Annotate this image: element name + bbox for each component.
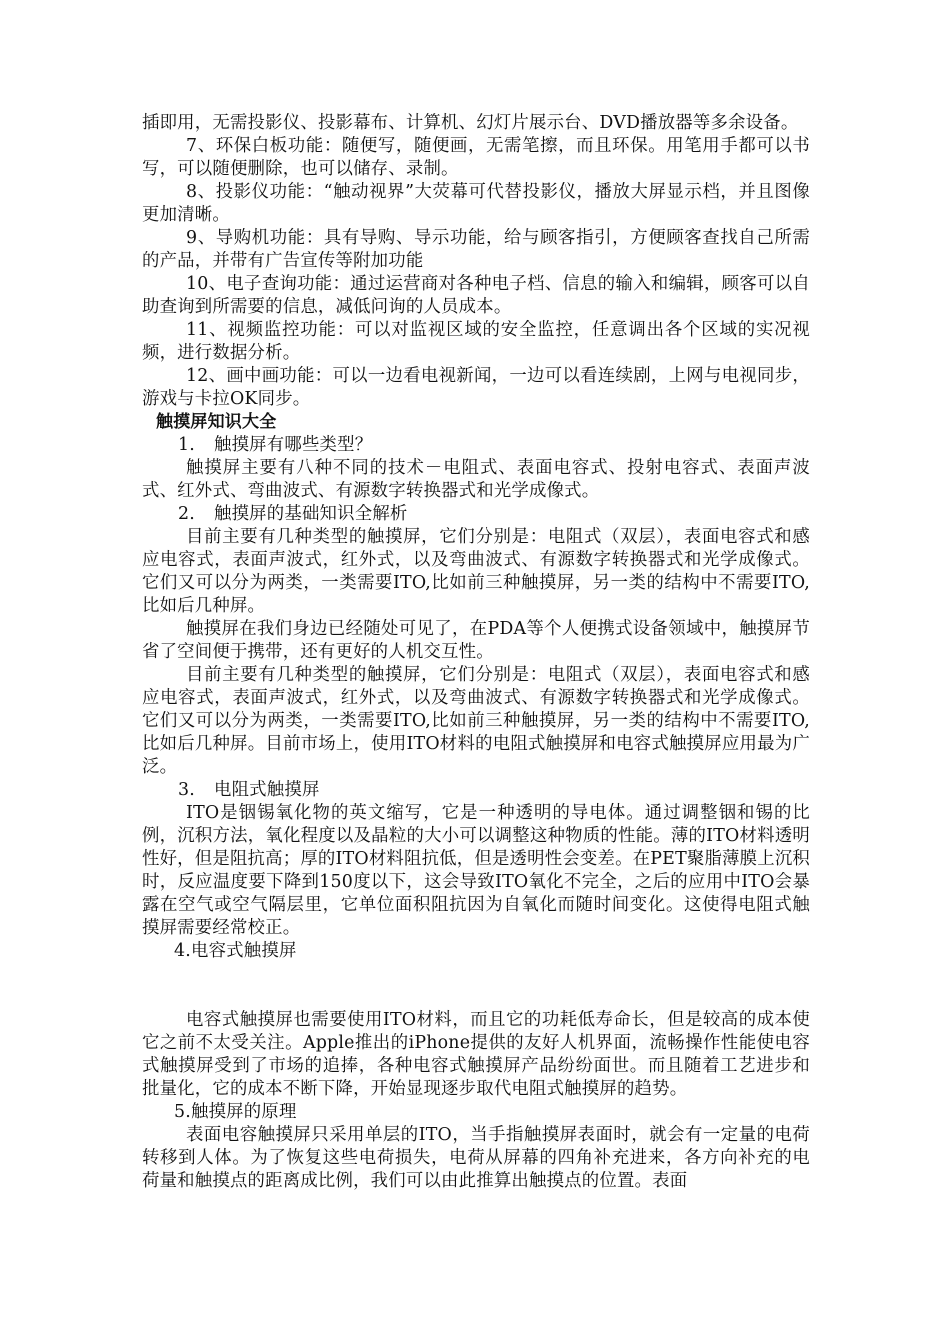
paragraph-item-12: 12、画中画功能：可以一边看电视新闻，一边可以看连续剧，上网与电视同步，游戏与卡拉OK同步。 xyxy=(142,366,810,409)
paragraph-item-11: 11、视频监控功能：可以对监视区域的安全监控，任意调出各个区域的实况视频，进行数据分析。 xyxy=(142,320,810,363)
item-2-body-1: 目前主要有几种类型的触摸屏，它们分别是：电阻式（双层），表面电容式和感应电容式，表面声波式，红外式，以及弯曲波式、有源数字转换器式和光学成像式。它们又可以分为两类，一类需要ITO,比如前三种触摸屏，另一类的结构中不需要ITO, 比如后几种屏。 xyxy=(142,527,810,616)
item-2-title: 触摸屏的基础知识全解析 xyxy=(214,504,408,524)
item-1-body: 触摸屏主要有八种不同的技术－电阻式、表面电容式、投射电容式、表面声波式、红外式、弯曲波式、有源数字转换器式和光学成像式。 xyxy=(142,458,810,501)
section-title: 触摸屏知识大全 xyxy=(156,412,277,432)
item-1-number: 1. xyxy=(178,435,195,455)
paragraph-item-9: 9、导购机功能：具有导购、导示功能，给与顾客指引，方便顾客查找自己所需的产品，并带有广告宣传等附加功能 xyxy=(142,228,810,271)
item-3-number: 3. xyxy=(178,780,195,800)
item-1-heading xyxy=(142,434,810,457)
item-5-body: 表面电容触摸屏只采用单层的ITO，当手指触摸屏表面时，就会有一定量的电荷转移到人体。为了恢复这些电荷损失，电荷从屏幕的四角补充进来，各方向补充的电荷量和触摸点的距离成比例，我们可以由此推算出触摸点的位置。表面 xyxy=(142,1125,810,1191)
item-2-number: 2. xyxy=(178,504,195,524)
item-2-body-3: 目前主要有几种类型的触摸屏，它们分别是：电阻式（双层），表面电容式和感应电容式，表面声波式，红外式，以及弯曲波式、有源数字转换器式和光学成像式。它们又可以分为两类，一类需要ITO,比如前三种触摸屏，另一类的结构中不需要ITO, 比如后几种屏。目前市场上，使用ITO材料的电阻式触摸屏和电容式触摸屏应用最为广泛。 xyxy=(142,665,810,777)
item-2-body-2: 触摸屏在我们身边已经随处可见了，在PDA等个人便携式设备领域中，触摸屏节省了空间便于携带，还有更好的人机交互性。 xyxy=(142,619,810,662)
paragraph-item-8: 8、投影仪功能：“触动视界”大荧幕可代替投影仪，播放大屏显示档，并且图像更加清晰。 xyxy=(142,182,810,225)
item-3-title: 电阻式触摸屏 xyxy=(214,780,320,800)
item-3-body: ITO是铟锡氧化物的英文缩写，它是一种透明的导电体。通过调整铟和锡的比例，沉积方法，氧化程度以及晶粒的大小可以调整这种物质的性能。薄的ITO材料透明性好，但是阻抗高；厚的ITO材料阻抗低，但是透明性会变差。在PET聚脂薄膜上沉积时，反应温度要下降到150度以下，这会导致ITO氧化不完全，之后的应用中ITO会暴露在空气或空气隔层里，它单位面积阻抗因为自氧化而随时间变化。这使得电阻式触摸屏需要经常校正。 xyxy=(142,803,811,938)
blank-line xyxy=(142,963,810,1009)
item-1-title: 触摸屏有哪些类型？ xyxy=(214,435,373,455)
item-5-heading: 5.触摸屏的原理 xyxy=(174,1102,297,1122)
item-4-body: 电容式触摸屏也需要使用ITO材料，而且它的功耗低寿命长，但是较高的成本使它之前不太受关注。Apple推出的iPhone提供的友好人机界面，流畅操作性能使电容式触摸屏受到了市场的追捧，各种电容式触摸屏产品纷纷面世。而且随着工艺进步和批量化，它的成本不断下降，开始显现逐步取代电阻式触摸屏的趋势。 xyxy=(142,1010,810,1099)
item-3-heading xyxy=(142,779,810,802)
paragraph-item-7: 7、环保白板功能：随便写，随便画，无需笔擦，而且环保。用笔用手都可以书写，可以随便删除，也可以储存、录制。 xyxy=(142,136,810,179)
item-2-heading xyxy=(142,503,810,526)
item-4-heading: 4.电容式触摸屏 xyxy=(174,941,297,961)
paragraph-item-10: 10、电子查询功能：通过运营商对各种电子档、信息的输入和编辑，顾客可以自助查询到所需要的信息，减低问询的人员成本。 xyxy=(142,274,810,317)
paragraph-continuation: 插即用，无需投影仪、投影幕布、计算机、幻灯片展示台、DVD播放器等多余设备。 xyxy=(142,113,799,133)
document-page xyxy=(142,112,810,1193)
